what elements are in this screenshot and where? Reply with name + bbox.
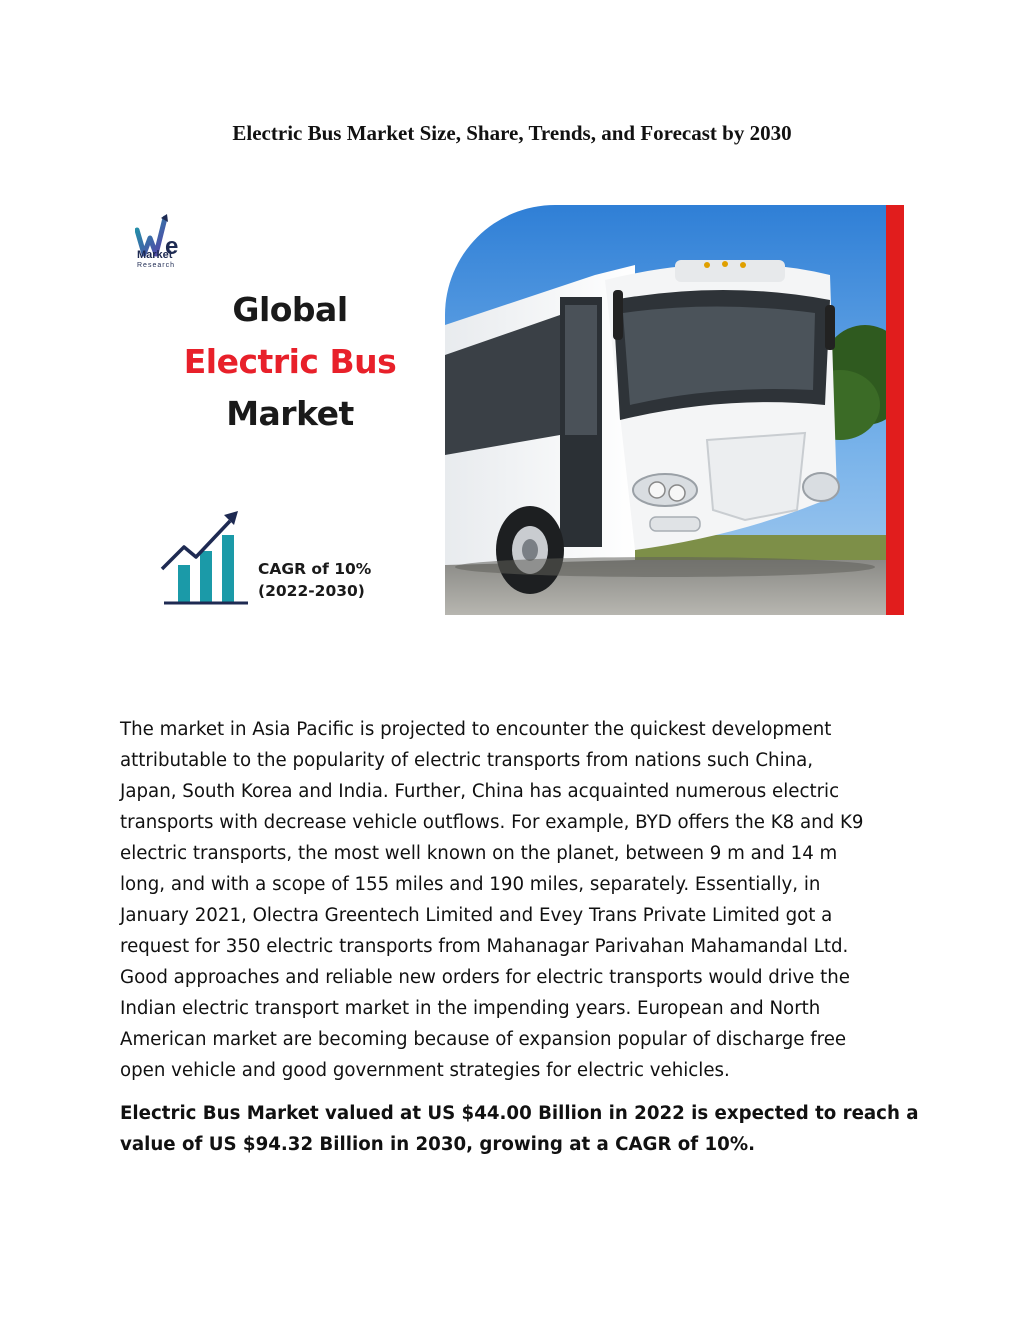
cagr-period: (2022-2030) [258, 582, 365, 600]
paragraph-line: request for 350 electric transports from Mahanagar Parivahan Mahamandal Ltd. [120, 936, 849, 957]
paragraph-line: The market in Asia Pacific is projected to encounter the quickest development [120, 719, 832, 740]
market-summary [120, 1098, 919, 1160]
logo-subtitle: Research [137, 262, 175, 269]
summary-line: value of US $94.32 Billion in 2030, growing at a CAGR of 10%. [120, 1134, 755, 1155]
paragraph-line: electric transports, the most well known on the planet, between 9 m and 14 m [120, 843, 838, 864]
logo-wordmark: Market [137, 249, 173, 261]
cagr-value: CAGR of 10% [258, 560, 372, 578]
paragraph-line: transports with decrease vehicle outflows. For example, BYD offers the K8 and K9 [120, 812, 864, 833]
growth-chart-icon [160, 505, 250, 605]
paragraph-line: Indian electric transport market in the impending years. European and North [120, 998, 821, 1019]
we-market-research-logo-icon [135, 210, 205, 280]
market-banner [120, 200, 904, 615]
summary-line: Electric Bus Market valued at US $44.00 Billion in 2022 is expected to reach a [120, 1103, 919, 1124]
paragraph-line: Japan, South Korea and India. Further, China has acquainted numerous electric [120, 781, 840, 802]
paragraph-line: January 2021, Olectra Greentech Limited and Evey Trans Private Limited got a [120, 905, 833, 926]
paragraph-line: open vehicle and good government strategies for electric vehicles. [120, 1060, 730, 1081]
paragraph-line: Good approaches and reliable new orders for electric transports would drive the [120, 967, 850, 988]
red-accent-strip [886, 205, 904, 615]
cagr-label [258, 558, 371, 602]
document-title: Electric Bus Market Size, Share, Trends, and Forecast by 2030 [232, 121, 792, 145]
body-paragraph [120, 714, 900, 1086]
banner-heading-global: Global [232, 290, 348, 329]
banner-heading-electric-bus: Electric Bus [183, 342, 397, 381]
electric-bus-photo [445, 205, 888, 615]
paragraph-line: American market are becoming because of expansion popular of discharge free [120, 1029, 847, 1050]
paragraph-line: attributable to the popularity of electric transports from nations such China, [120, 750, 814, 771]
svg-text:e: e [165, 233, 179, 260]
paragraph-line: long, and with a scope of 155 miles and 190 miles, separately. Essentially, in [120, 874, 821, 895]
banner-heading-market: Market [226, 394, 354, 433]
